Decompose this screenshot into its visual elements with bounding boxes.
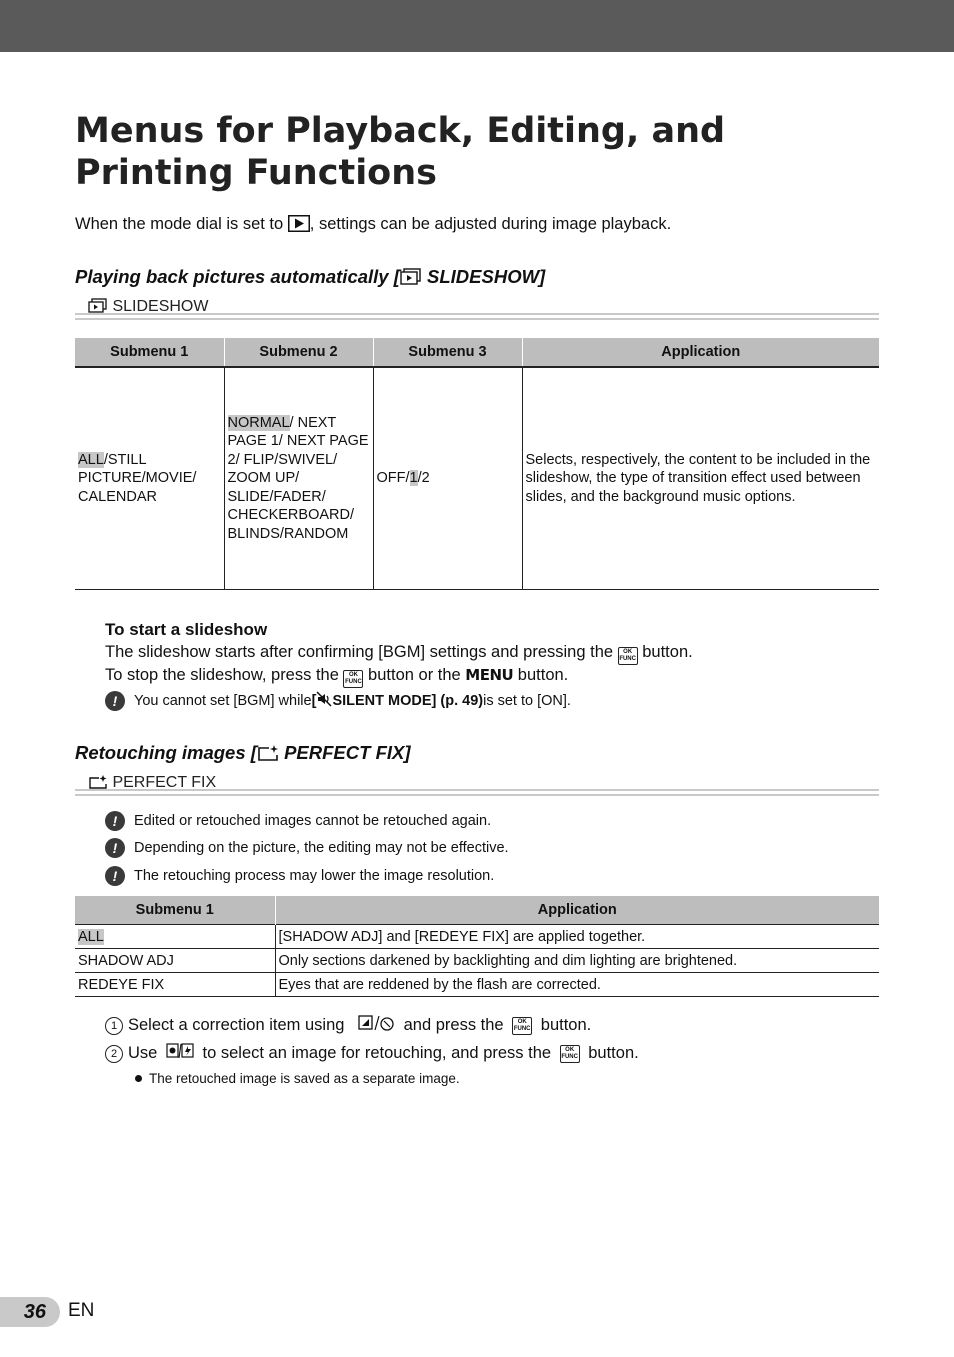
bold-text: SILENT MODE] (p. 49) — [332, 693, 484, 709]
perfect-fix-note-2 — [105, 837, 509, 859]
func-label: FUNC — [513, 1025, 531, 1032]
cell-submenu — [75, 925, 275, 949]
text: button. — [637, 643, 693, 661]
perfect-fix-note-1 — [105, 810, 491, 832]
perfect-fix-menu-text: PERFECT FIX — [112, 774, 217, 791]
caution-icon: ! — [105, 811, 125, 831]
cell-text: OFF/ — [376, 470, 410, 486]
slideshow-heading — [75, 266, 545, 291]
func-label: FUNC — [619, 656, 636, 662]
text: Select a correction item using — [128, 1016, 350, 1034]
text: button. — [583, 1044, 639, 1062]
default-highlight: ALL — [78, 928, 104, 945]
table-header-row — [75, 338, 879, 367]
cell-text: /2 — [417, 470, 430, 486]
header-application: Application — [522, 338, 879, 367]
start-slideshow-block — [105, 619, 693, 688]
bullet-text: The retouched image is saved as a separate image. — [149, 1071, 460, 1086]
default-highlight: ALL — [78, 451, 104, 468]
ok-func-button-icon — [512, 1017, 532, 1035]
func-label: FUNC — [345, 679, 362, 685]
playback-mode-icon — [288, 215, 310, 237]
slideshow-divider — [75, 313, 879, 320]
start-slideshow-heading: To start a slideshow — [105, 620, 268, 639]
perfect-fix-heading-before: Retouching images [ — [75, 742, 257, 763]
page-title: Menus for Playback, Editing, and Printing Functions — [75, 111, 726, 193]
caution-icon: ! — [105, 691, 125, 711]
ok-label: OK — [517, 1018, 527, 1025]
cell-application: Eyes that are reddened by the flash are corrected. — [278, 976, 601, 993]
cell-submenu: SHADOW ADJ — [75, 949, 275, 973]
cell-submenu-2 — [224, 367, 373, 589]
default-highlight: 1 — [409, 470, 418, 486]
ok-func-button-icon — [343, 670, 363, 688]
step-number: 2 — [105, 1045, 123, 1063]
perfect-fix-divider — [75, 789, 879, 796]
ok-func-button-icon — [560, 1045, 580, 1063]
start-line-2 — [105, 665, 693, 688]
cell-text: /STILL PICTURE/MOVIE/ CALENDAR — [78, 451, 197, 505]
text: and press the — [399, 1016, 509, 1034]
perfect-fix-heading-after: PERFECT FIX] — [278, 742, 411, 763]
perfect-fix-table — [75, 896, 879, 997]
header-application: Application — [275, 896, 879, 925]
header-bar — [0, 0, 954, 52]
up-down-arrow-buttons-icon — [357, 1014, 395, 1037]
slideshow-heading-before: Playing back pictures automatically [ — [75, 266, 400, 287]
text: to select an image for retouching, and press the — [197, 1044, 556, 1062]
header-submenu-1: Submenu 1 — [75, 338, 224, 367]
caution-icon: ! — [105, 838, 125, 858]
cell-application: Only sections darkened by backlighting and dim lighting are brightened. — [278, 952, 738, 969]
slideshow-table — [75, 338, 879, 590]
intro-before: When the mode dial is set to — [75, 215, 288, 233]
bullet-note — [135, 1071, 460, 1086]
cell-submenu: REDEYE FIX — [75, 973, 275, 997]
cell-application: Selects, respectively, the content to be included in the slideshow, the type of transition effect used between slides, and the background music options. — [525, 451, 871, 505]
page-number: 36 — [23, 1301, 46, 1323]
slideshow-icon — [400, 268, 422, 291]
table-row — [75, 949, 879, 973]
note-text: Depending on the picture, the editing may not be effective. — [134, 840, 509, 856]
text: button or the — [363, 666, 466, 684]
slideshow-menu-text: SLIDESHOW — [112, 298, 209, 315]
step-number: 1 — [105, 1017, 123, 1035]
perfect-fix-note-3 — [105, 865, 494, 887]
text: Use — [128, 1044, 162, 1062]
step-2 — [105, 1042, 639, 1065]
ok-func-button-icon — [618, 647, 638, 665]
cell-application: [SHADOW ADJ] and [REDEYE FIX] are applied together. — [278, 928, 646, 945]
table-row — [75, 973, 879, 997]
header-submenu-2: Submenu 2 — [224, 338, 373, 367]
ok-label: OK — [348, 672, 358, 678]
text: button. — [513, 666, 569, 684]
bullet-dot — [135, 1075, 142, 1082]
left-right-arrow-buttons-icon — [166, 1042, 194, 1065]
ok-label: OK — [565, 1046, 575, 1053]
table-header-row — [75, 896, 879, 925]
step-1 — [105, 1014, 591, 1037]
func-label: FUNC — [561, 1053, 578, 1060]
page-number-tab — [0, 1297, 60, 1327]
slideshow-heading-after: SLIDESHOW] — [421, 266, 546, 287]
ok-label: OK — [623, 649, 633, 655]
cell-text: / NEXT PAGE 1/ NEXT PAGE 2/ FLIP/SWIVEL/ ZOOM UP/ SLIDE/FADER/ CHECKERBOARD/ BLINDS/RANDOM — [227, 414, 369, 542]
perfect-fix-heading — [75, 742, 411, 767]
intro-text — [75, 215, 671, 237]
start-line-1 — [105, 642, 693, 665]
text: is set to [ON]. — [483, 693, 571, 709]
note-text: The retouching process may lower the image resolution. — [134, 868, 495, 884]
silent-mode-icon — [316, 691, 332, 711]
bgm-note: ! You cannot set [BGM] while [ SILENT MODE] (p. 49) is set to [ON]. — [105, 690, 571, 712]
cell-submenu-3 — [373, 367, 522, 589]
caution-icon: ! — [105, 866, 125, 886]
text: To stop the slideshow, press the — [105, 666, 344, 684]
table-row — [75, 925, 879, 949]
cell-submenu-1 — [75, 367, 224, 589]
text: The slideshow starts after confirming [BGM] settings and pressing the — [105, 643, 618, 661]
table-row — [75, 367, 879, 589]
intro-after: , settings can be adjusted during image playback. — [309, 215, 672, 233]
note-text: Edited or retouched images cannot be retouched again. — [134, 813, 492, 829]
perfect-fix-icon — [257, 744, 279, 767]
header-submenu-3: Submenu 3 — [373, 338, 522, 367]
language-label: EN — [68, 1300, 95, 1321]
default-highlight: NORMAL — [227, 414, 290, 431]
text: You cannot set [BGM] while — [134, 693, 312, 709]
text: button. — [536, 1016, 592, 1034]
menu-button-label: MENU — [465, 666, 514, 684]
header-submenu-1: Submenu 1 — [75, 896, 275, 925]
